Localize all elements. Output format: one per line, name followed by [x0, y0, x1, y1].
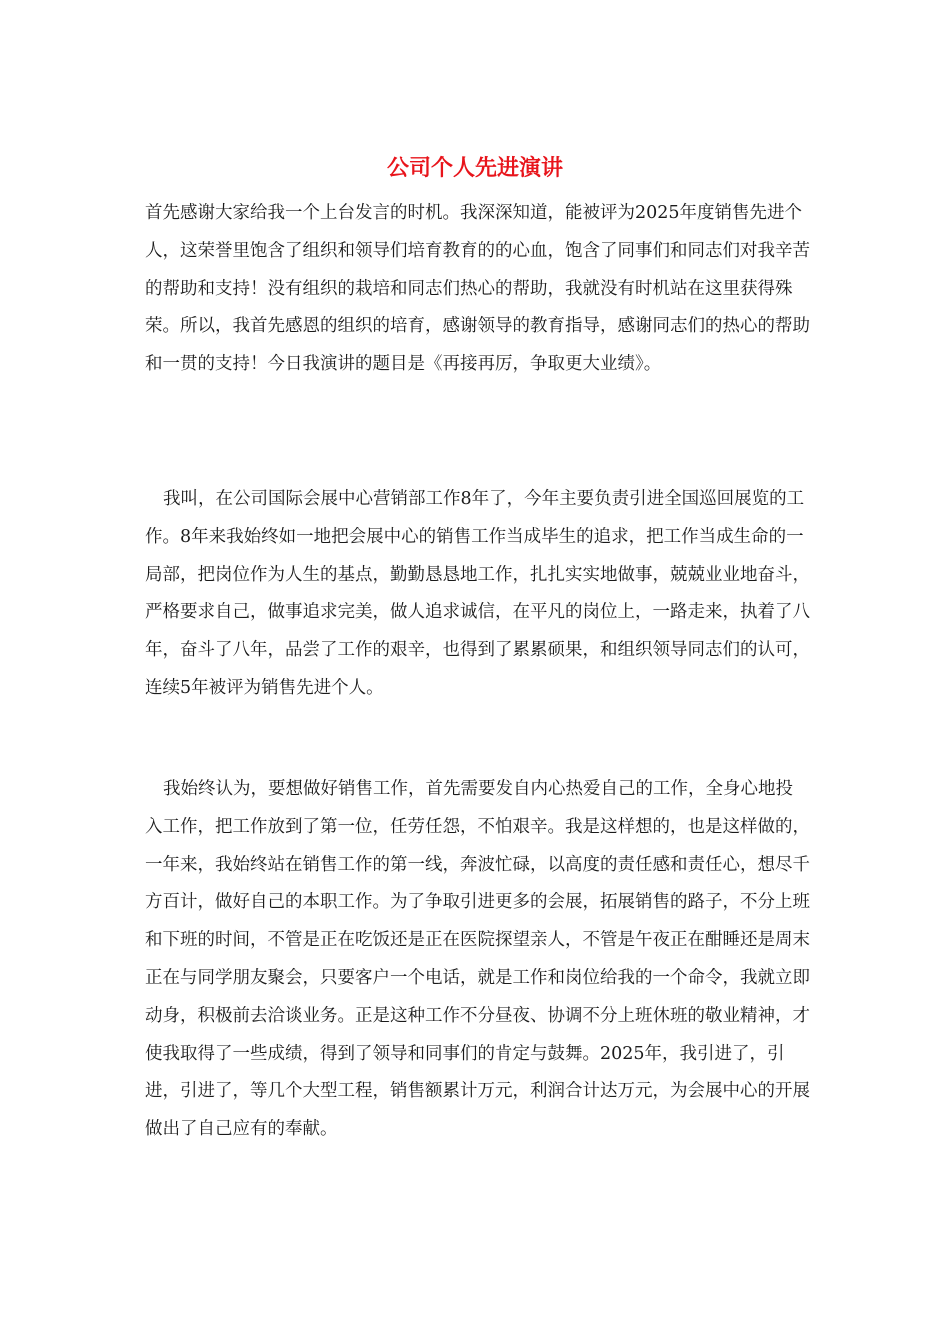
paragraph-opening: 首先感谢大家给我一个上台发言的时机。我深深知道，能被评为2025年度销售先进个人，这荣誉里饱含了组织和领导们培育教育的的心血，饱含了同事们和同志们对我辛苦的帮助和支持！没有组织的栽培和同志们热心的帮助，我就没有时机站在这里获得殊荣。所以，我首先感恩的组织的培育，感谢领导的教育指导，感谢同志们的热心的帮助和一贯的支持！今日我演讲的题目是《再接再厉，争取更大业绩》。: [145, 203, 810, 375]
document-title: 公司个人先进演讲: [386, 155, 563, 181]
paragraph-introduction: 我叫，在公司国际会展中心营销部工作8年了，今年主要负责引进全国巡回展览的工作。8年来我始终如一地把会展中心的销售工作当成毕生的追求，把工作当成生命的一局部，把岗位作为人生的基点，勤勤恳恳地工作，扎扎实实地做事，兢兢业业地奋斗，严格要求自己，做事追求完美，做人追求诚信，在平凡的岗位上，一路走来，执着了八年，奋斗了八年，品尝了工作的艰辛，也得到了累累硕果，和组织领导同志们的认可，连续5年被评为销售先进个人。: [145, 489, 810, 698]
paragraph-work-attitude: 我始终认为，要想做好销售工作，首先需要发自内心热爱自己的工作，全身心地投入工作，把工作放到了第一位，任劳任怨，不怕艰辛。我是这样想的，也是这样做的，一年来，我始终站在销售工作的第一线，奔波忙碌，以高度的责任感和责任心，想尽千方百计，做好自己的本职工作。为了争取引进更多的会展，拓展销售的路子，不分上班和下班的时间，不管是正在吃饭还是正在医院探望亲人，不管是午夜正在酣睡还是周末正在与同学朋友聚会，只要客户一个电话，就是工作和岗位给我的一个命令，我就立即动身，积极前去洽谈业务。正是这种工作不分昼夜、协调不分上班休班的敬业精神，才使我取得了一些成绩，得到了领导和同事们的肯定与鼓舞。2025年，我引进了，引进，引进了，等几个大型工程，销售额累计万元，利润合计达万元，为会展中心的开展做出了自己应有的奉献。: [145, 779, 810, 1140]
